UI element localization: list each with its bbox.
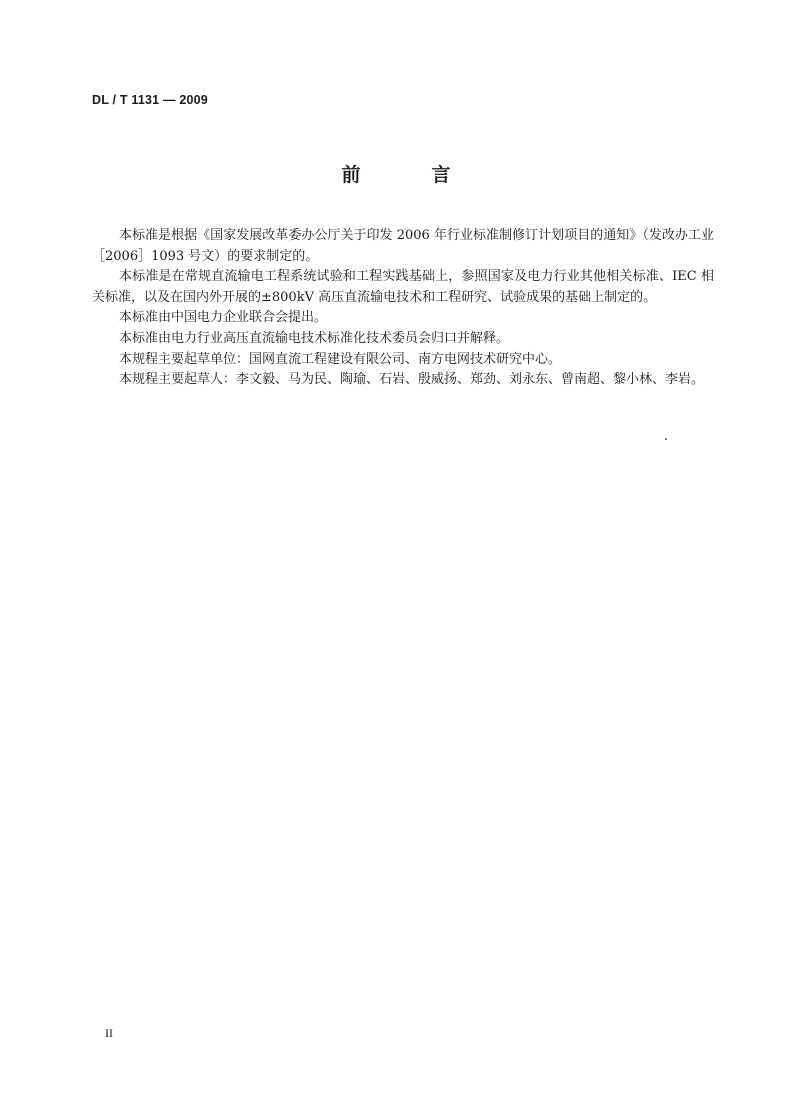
preface-body xyxy=(92,226,714,391)
page-title: 前 言 xyxy=(341,164,477,186)
paragraph-proposer: 本标准由中国电力企业联合会提出。 xyxy=(119,310,328,326)
paragraph-drafters: 本规程主要起草人：李文毅、马为民、陶瑜、石岩、殷威扬、郑劲、刘永东、曾南超、黎小林、李岩。 xyxy=(119,372,705,388)
paragraph-basis: 本标准是根据《国家发展改革委办公厅关于印发 2006 年行业标准制修订计划项目的通知》（发改办工业［2006］1093 号文）的要求制定的。 xyxy=(92,228,714,264)
paragraph-drafting-units: 本规程主要起草单位：国网直流工程建设有限公司、南方电网技术研究中心。 xyxy=(119,351,562,367)
standard-code: DL / T 1131 — 2009 xyxy=(92,93,208,107)
paragraph-references: 本标准是在常规直流输电工程系统试验和工程实践基础上，参照国家及电力行业其他相关标准、IEC 相关标准，以及在国内外开展的±800kV 高压直流输电技术和工程研究、试验成果的基础上制定的。 xyxy=(92,269,714,305)
scan-speck xyxy=(665,438,667,440)
page-number: II xyxy=(105,1026,113,1040)
paragraph-committee: 本标准由电力行业高压直流输电技术标准化技术委员会归口并解释。 xyxy=(119,330,510,346)
